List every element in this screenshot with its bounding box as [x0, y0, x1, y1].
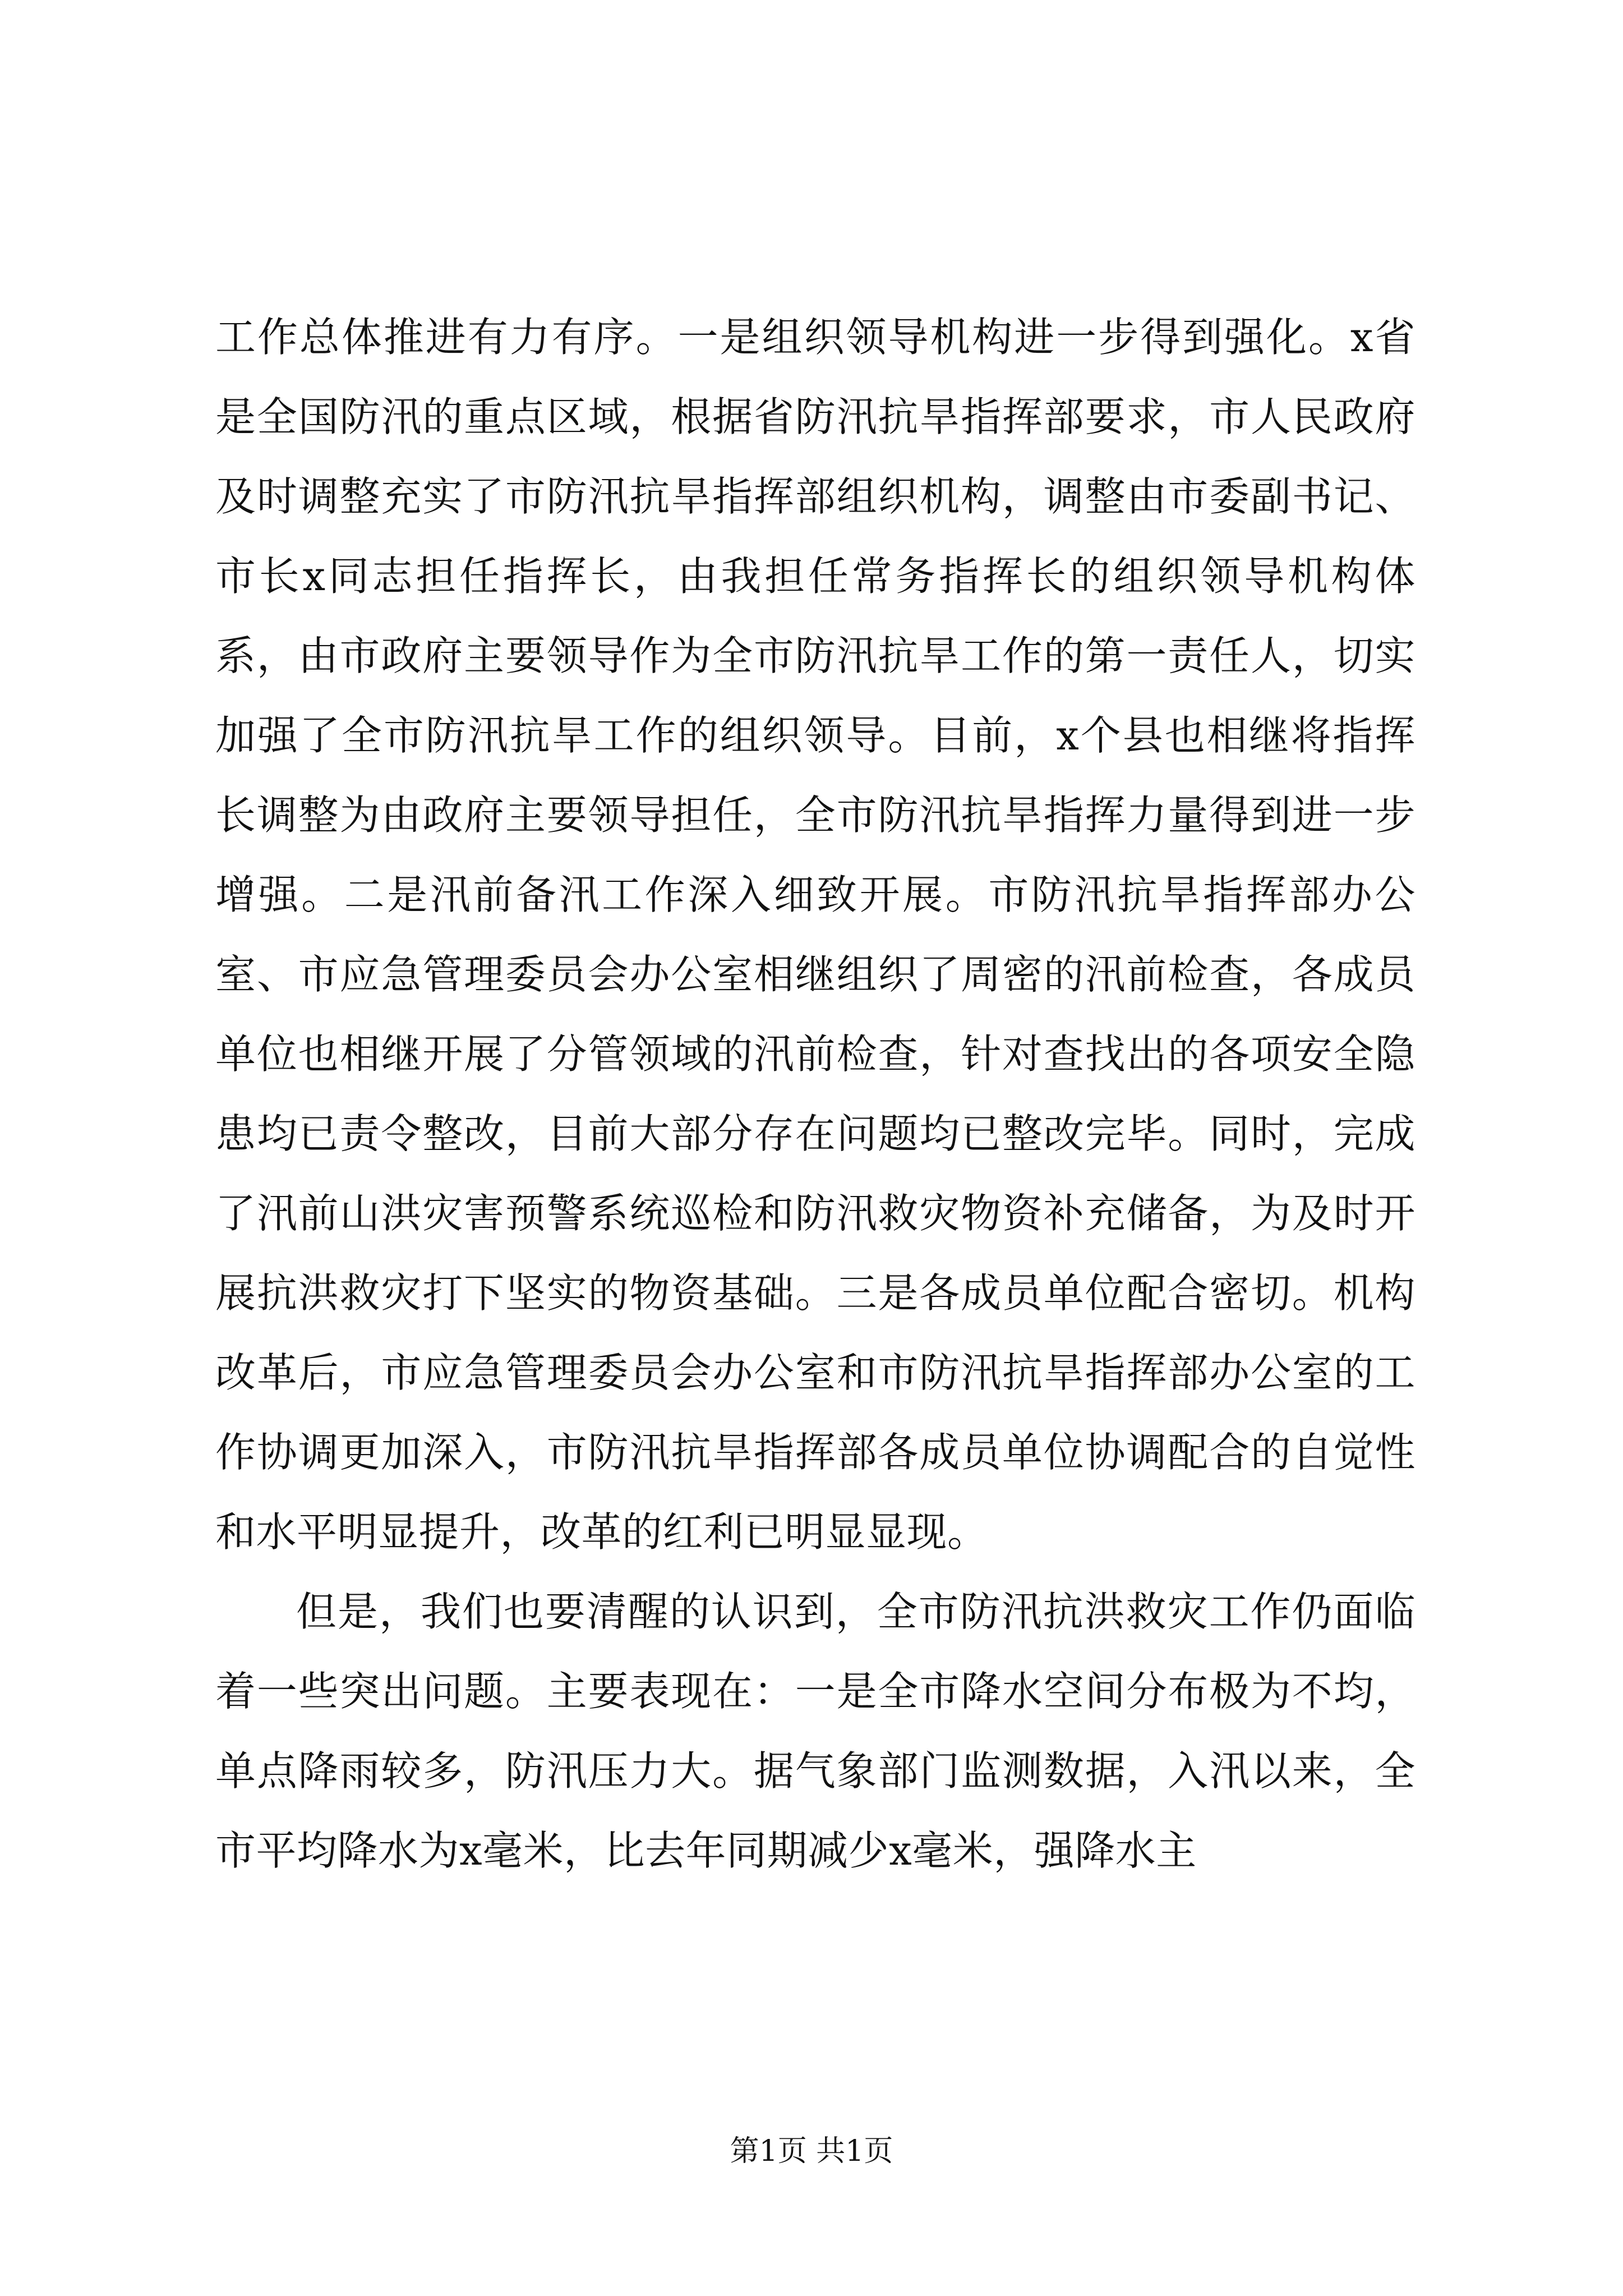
page-number-label: 第1页 共1页 [730, 2134, 893, 2168]
document-body [215, 297, 1415, 1890]
paragraph-1: 工作总体推进有力有序。一是组织领导机构进一步得到强化。x省是全国防汛的重点区域，根据省防汛抗旱指挥部要求，市人民政府及时调整充实了市防汛抗旱指挥部组织机构，调整由市委副书记、市长x同志担任指挥长，由我担任常务指挥长的组织领导机构体系，由市政府主要领导作为全市防汛抗旱工作的第一责任人，切实加强了全市防汛抗旱工作的组织领导。目前，x个县也相继将指挥长调整为由政府主要领导担任，全市防汛抗旱指挥力量得到进一步增强。二是汛前备汛工作深入细致开展。市防汛抗旱指挥部办公室、市应急管理委员会办公室相继组织了周密的汛前检查，各成员单位也相继开展了分管领域的汛前检查，针对查找出的各项安全隐患均已责令整改，目前大部分存在问题均已整改完毕。同时，完成了汛前山洪灾害预警系统巡检和防汛救灾物资补充储备，为及时开展抗洪救灾打下坚实的物资基础。三是各成员单位配合密切。机构改革后，市应急管理委员会办公室和市防汛抗旱指挥部办公室的工作协调更加深入，市防汛抗旱指挥部各成员单位协调配合的自觉性和水平明显提升，改革的红利已明显显现。 [215, 314, 1415, 1556]
page-footer [0, 2132, 1623, 2171]
paragraph-2: 但是，我们也要清醒的认识到，全市防汛抗洪救灾工作仍面临着一些突出问题。主要表现在：一是全市降水空间分布极为不均，单点降雨较多，防汛压力大。据气象部门监测数据，入汛以来，全市平均降水为x毫米，比去年同期减少x毫米，强降水主 [215, 1588, 1415, 1874]
